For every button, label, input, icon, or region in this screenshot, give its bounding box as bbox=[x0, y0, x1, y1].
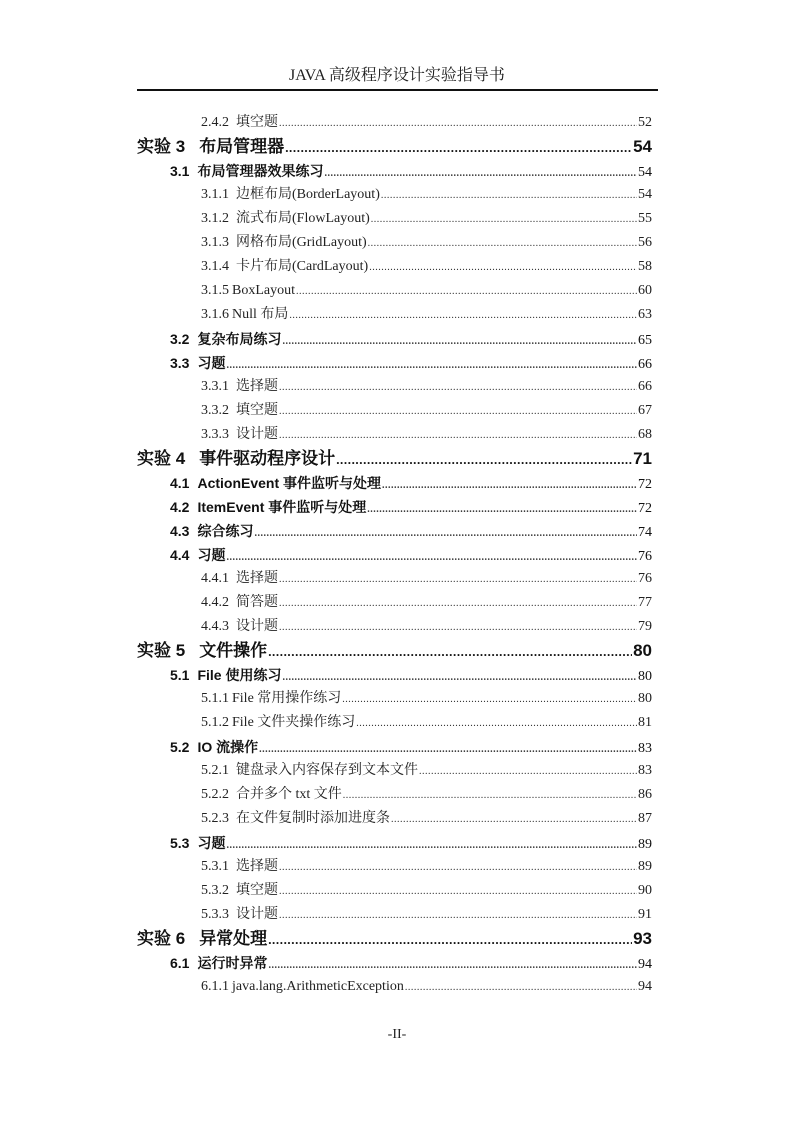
toc-entry-level-2[interactable] bbox=[137, 471, 652, 495]
page-number: -II- bbox=[387, 1027, 407, 1042]
toc-entry-number: 3.1.5 bbox=[201, 283, 229, 298]
dot-leader bbox=[405, 976, 637, 1000]
toc-entry-level-2[interactable] bbox=[137, 495, 652, 519]
toc-entry-title bbox=[201, 903, 278, 927]
toc-entry-number: 2.4.2 bbox=[201, 115, 229, 130]
toc-entry-title bbox=[170, 519, 253, 543]
toc-entry-title bbox=[170, 495, 366, 519]
toc-entry-title bbox=[201, 183, 380, 207]
toc-entry-title bbox=[201, 255, 368, 279]
toc-entry-text: 运行时异常 bbox=[197, 955, 268, 971]
toc-entry-page-number: 65 bbox=[638, 333, 652, 348]
table-of-contents bbox=[137, 111, 652, 999]
toc-entry-number: 3.1.1 bbox=[201, 187, 229, 202]
toc-entry-level-1[interactable] bbox=[137, 639, 652, 663]
toc-entry-level-3[interactable] bbox=[137, 183, 652, 207]
toc-entry-number: 3.3.1 bbox=[201, 379, 229, 394]
toc-entry-level-1[interactable] bbox=[137, 447, 652, 471]
toc-entry-text: java.lang.ArithmeticException bbox=[232, 979, 404, 994]
toc-entry-text: 文件操作 bbox=[199, 641, 268, 660]
dot-leader bbox=[356, 712, 637, 736]
toc-entry-level-3[interactable] bbox=[137, 399, 652, 423]
running-header: JAVA 高级程序设计实验指导书 bbox=[289, 67, 505, 84]
toc-entry-level-3[interactable] bbox=[137, 255, 652, 279]
toc-entry-page-number: 54 bbox=[638, 187, 652, 202]
toc-entry-text: 异常处理 bbox=[199, 929, 268, 948]
toc-entry-text: Null 布局 bbox=[232, 307, 289, 322]
dot-leader bbox=[382, 474, 637, 498]
toc-entry-page-number: 80 bbox=[638, 669, 652, 684]
toc-entry-page-number: 79 bbox=[638, 619, 652, 634]
toc-entry-text: 填空题 bbox=[236, 403, 278, 418]
toc-entry-number: 实验 6 bbox=[137, 929, 186, 948]
toc-entry-title bbox=[201, 855, 278, 879]
dot-leader bbox=[285, 136, 632, 160]
toc-entry-level-3[interactable] bbox=[137, 615, 652, 639]
toc-entry-text: 设计题 bbox=[236, 907, 278, 922]
toc-entry-page-number: 76 bbox=[638, 571, 652, 586]
toc-entry-text: 习题 bbox=[197, 547, 226, 563]
dot-leader bbox=[279, 880, 637, 904]
toc-entry-title bbox=[201, 423, 278, 447]
toc-entry-number: 4.4.3 bbox=[201, 619, 229, 634]
toc-entry-title bbox=[201, 399, 278, 423]
toc-entry-text: ItemEvent 事件监听与处理 bbox=[197, 499, 367, 515]
dot-leader bbox=[226, 834, 637, 858]
header-rule bbox=[137, 89, 658, 91]
toc-entry-page-number: 80 bbox=[638, 691, 652, 706]
dot-leader bbox=[279, 592, 637, 616]
toc-entry-title bbox=[170, 327, 281, 351]
toc-entry-level-3[interactable] bbox=[137, 711, 652, 735]
toc-entry-text: 合并多个 txt 文件 bbox=[236, 787, 342, 802]
toc-entry-level-3[interactable] bbox=[137, 879, 652, 903]
dot-leader bbox=[369, 256, 637, 280]
toc-entry-page-number: 66 bbox=[638, 379, 652, 394]
toc-entry-level-3[interactable] bbox=[137, 783, 652, 807]
toc-entry-number: 5.1 bbox=[170, 667, 190, 683]
toc-entry-number: 6.1 bbox=[170, 955, 190, 971]
toc-entry-text: 选择题 bbox=[236, 379, 278, 394]
dot-leader bbox=[289, 304, 637, 328]
toc-entry-level-3[interactable] bbox=[137, 111, 652, 135]
toc-entry-page-number: 56 bbox=[638, 235, 652, 250]
toc-entry-page-number: 76 bbox=[638, 549, 652, 564]
toc-entry-title bbox=[201, 975, 404, 999]
toc-entry-number: 实验 5 bbox=[137, 641, 186, 660]
toc-entry-text: 布局管理器效果练习 bbox=[197, 163, 324, 179]
toc-entry-text: 习题 bbox=[197, 835, 226, 851]
toc-entry-page-number: 91 bbox=[638, 907, 652, 922]
toc-entry-number: 3.1.2 bbox=[201, 211, 229, 226]
toc-entry-page-number: 54 bbox=[638, 165, 652, 180]
toc-entry-number: 4.4.2 bbox=[201, 595, 229, 610]
toc-entry-number: 3.2 bbox=[170, 331, 190, 347]
toc-entry-title bbox=[170, 831, 225, 855]
toc-entry-page-number: 72 bbox=[638, 477, 652, 492]
dot-leader bbox=[279, 376, 637, 400]
toc-entry-number: 5.2.2 bbox=[201, 787, 229, 802]
dot-leader bbox=[279, 616, 637, 640]
toc-entry-title bbox=[201, 759, 418, 783]
toc-entry-page-number: 68 bbox=[638, 427, 652, 442]
toc-entry-title bbox=[201, 111, 278, 135]
toc-entry-level-2[interactable] bbox=[137, 543, 652, 567]
toc-entry-title bbox=[201, 687, 341, 711]
toc-entry-text: 网格布局(GridLayout) bbox=[236, 235, 367, 250]
dot-leader bbox=[254, 522, 637, 546]
dot-leader bbox=[371, 208, 637, 232]
toc-entry-title bbox=[170, 663, 281, 687]
toc-entry-page-number: 89 bbox=[638, 837, 652, 852]
toc-entry-level-1[interactable] bbox=[137, 927, 652, 951]
toc-entry-page-number: 72 bbox=[638, 501, 652, 516]
dot-leader bbox=[367, 498, 637, 522]
toc-entry-title bbox=[137, 447, 335, 471]
dot-leader bbox=[336, 448, 632, 472]
toc-entry-text: 填空题 bbox=[236, 115, 278, 130]
toc-entry-page-number: 74 bbox=[638, 525, 652, 540]
dot-leader bbox=[279, 904, 637, 928]
toc-entry-number: 5.3.1 bbox=[201, 859, 229, 874]
dot-leader bbox=[343, 784, 637, 808]
toc-entry-level-2[interactable] bbox=[137, 327, 652, 351]
toc-entry-level-3[interactable] bbox=[137, 759, 652, 783]
toc-entry-page-number: 58 bbox=[638, 259, 652, 274]
toc-entry-number: 3.1 bbox=[170, 163, 190, 179]
toc-entry-number: 3.1.4 bbox=[201, 259, 229, 274]
toc-entry-page-number: 83 bbox=[638, 741, 652, 756]
toc-entry-text: 填空题 bbox=[236, 883, 278, 898]
toc-entry-page-number: 54 bbox=[633, 137, 652, 156]
toc-entry-level-3[interactable] bbox=[137, 687, 652, 711]
toc-entry-title bbox=[170, 471, 381, 495]
toc-entry-level-3[interactable] bbox=[137, 903, 652, 927]
toc-entry-title bbox=[201, 591, 278, 615]
toc-entry-text: File 使用练习 bbox=[197, 667, 282, 683]
toc-entry-text: BoxLayout bbox=[232, 283, 295, 298]
toc-entry-number: 5.3.2 bbox=[201, 883, 229, 898]
toc-entry-level-3[interactable] bbox=[137, 855, 652, 879]
dot-leader bbox=[381, 184, 637, 208]
toc-entry-text: 复杂布局练习 bbox=[197, 331, 282, 347]
toc-entry-page-number: 55 bbox=[638, 211, 652, 226]
toc-entry-text: 布局管理器 bbox=[199, 137, 285, 156]
toc-entry-text: 简答题 bbox=[236, 595, 278, 610]
toc-entry-title bbox=[201, 879, 278, 903]
toc-entry-text: 流式布局(FlowLayout) bbox=[236, 211, 370, 226]
toc-entry-page-number: 83 bbox=[638, 763, 652, 778]
dot-leader bbox=[419, 760, 637, 784]
toc-entry-level-3[interactable] bbox=[137, 279, 652, 303]
toc-entry-page-number: 94 bbox=[638, 957, 652, 972]
toc-entry-number: 5.1.2 bbox=[201, 715, 229, 730]
toc-entry-level-2[interactable] bbox=[137, 663, 652, 687]
dot-leader bbox=[279, 568, 637, 592]
toc-entry-title bbox=[201, 207, 370, 231]
toc-entry-page-number: 52 bbox=[638, 115, 652, 130]
toc-entry-title bbox=[201, 783, 342, 807]
toc-entry-level-3[interactable] bbox=[137, 591, 652, 615]
toc-entry-number: 3.1.6 bbox=[201, 307, 229, 322]
toc-entry-text: 事件驱动程序设计 bbox=[199, 449, 336, 468]
toc-entry-page-number: 90 bbox=[638, 883, 652, 898]
toc-entry-title bbox=[201, 303, 288, 327]
toc-entry-title bbox=[137, 135, 284, 159]
toc-entry-level-1[interactable] bbox=[137, 135, 652, 159]
toc-entry-number: 4.1 bbox=[170, 475, 190, 491]
toc-entry-level-3[interactable] bbox=[137, 567, 652, 591]
toc-entry-title bbox=[201, 231, 367, 255]
dot-leader bbox=[268, 640, 632, 664]
toc-entry-level-3[interactable] bbox=[137, 375, 652, 399]
toc-entry-level-2[interactable] bbox=[137, 519, 652, 543]
toc-entry-page-number: 89 bbox=[638, 859, 652, 874]
toc-entry-text: 键盘录入内容保存到文本文件 bbox=[236, 763, 418, 778]
toc-entry-page-number: 66 bbox=[638, 357, 652, 372]
toc-entry-number: 6.1.1 bbox=[201, 979, 229, 994]
dot-leader bbox=[391, 808, 637, 832]
toc-entry-text: 在文件复制时添加进度条 bbox=[236, 811, 390, 826]
toc-entry-title bbox=[170, 159, 323, 183]
toc-entry-title bbox=[201, 375, 278, 399]
toc-entry-number: 4.4 bbox=[170, 547, 190, 563]
toc-entry-text: 选择题 bbox=[236, 859, 278, 874]
toc-entry-page-number: 67 bbox=[638, 403, 652, 418]
dot-leader bbox=[279, 856, 637, 880]
toc-entry-text: 卡片布局(CardLayout) bbox=[236, 259, 369, 274]
toc-entry-text: 设计题 bbox=[236, 427, 278, 442]
toc-entry-title bbox=[201, 279, 295, 303]
toc-entry-title bbox=[201, 711, 355, 735]
toc-entry-title bbox=[201, 567, 278, 591]
toc-entry-title bbox=[170, 351, 225, 375]
toc-entry-level-2[interactable] bbox=[137, 951, 652, 975]
toc-entry-number: 4.4.1 bbox=[201, 571, 229, 586]
toc-entry-page-number: 94 bbox=[638, 979, 652, 994]
toc-entry-text: IO 流操作 bbox=[197, 739, 259, 755]
toc-entry-number: 5.2.1 bbox=[201, 763, 229, 778]
dot-leader bbox=[279, 112, 637, 136]
toc-entry-text: 设计题 bbox=[236, 619, 278, 634]
dot-leader bbox=[279, 400, 637, 424]
toc-entry-number: 5.3.3 bbox=[201, 907, 229, 922]
toc-entry-title bbox=[170, 543, 225, 567]
toc-entry-number: 4.2 bbox=[170, 499, 190, 515]
toc-entry-level-2[interactable] bbox=[137, 735, 652, 759]
toc-entry-text: ActionEvent 事件监听与处理 bbox=[197, 475, 382, 491]
toc-entry-page-number: 80 bbox=[633, 641, 652, 660]
dot-leader bbox=[368, 232, 637, 256]
toc-entry-title bbox=[137, 927, 267, 951]
toc-entry-level-2[interactable] bbox=[137, 831, 652, 855]
toc-entry-title bbox=[170, 951, 267, 975]
toc-entry-text: 习题 bbox=[197, 355, 226, 371]
toc-entry-number: 3.3.2 bbox=[201, 403, 229, 418]
toc-entry-page-number: 63 bbox=[638, 307, 652, 322]
toc-entry-page-number: 71 bbox=[633, 449, 652, 468]
toc-entry-page-number: 81 bbox=[638, 715, 652, 730]
dot-leader bbox=[226, 354, 637, 378]
toc-entry-level-2[interactable] bbox=[137, 159, 652, 183]
toc-entry-text: 边框布局(BorderLayout) bbox=[236, 187, 380, 202]
dot-leader bbox=[296, 280, 637, 304]
toc-entry-level-3[interactable] bbox=[137, 207, 652, 231]
dot-leader bbox=[268, 928, 632, 952]
toc-entry-text: 综合练习 bbox=[197, 523, 254, 539]
toc-entry-number: 4.3 bbox=[170, 523, 190, 539]
toc-entry-text: File 文件夹操作练习 bbox=[232, 715, 356, 730]
toc-entry-number: 5.3 bbox=[170, 835, 190, 851]
toc-entry-level-3[interactable] bbox=[137, 231, 652, 255]
toc-entry-page-number: 60 bbox=[638, 283, 652, 298]
dot-leader bbox=[342, 688, 637, 712]
toc-entry-number: 实验 3 bbox=[137, 137, 186, 156]
dot-leader bbox=[226, 546, 637, 570]
toc-entry-text: 选择题 bbox=[236, 571, 278, 586]
toc-entry-text: File 常用操作练习 bbox=[232, 691, 342, 706]
toc-entry-page-number: 93 bbox=[633, 929, 652, 948]
toc-entry-level-2[interactable] bbox=[137, 351, 652, 375]
toc-entry-number: 5.1.1 bbox=[201, 691, 229, 706]
toc-entry-level-3[interactable] bbox=[137, 303, 652, 327]
toc-entry-title bbox=[201, 615, 278, 639]
toc-entry-number: 3.3 bbox=[170, 355, 190, 371]
toc-entry-number: 5.2.3 bbox=[201, 811, 229, 826]
toc-entry-title bbox=[201, 807, 390, 831]
toc-entry-level-3[interactable] bbox=[137, 423, 652, 447]
toc-entry-page-number: 86 bbox=[638, 787, 652, 802]
toc-entry-number: 3.3.3 bbox=[201, 427, 229, 442]
toc-entry-level-3[interactable] bbox=[137, 807, 652, 831]
toc-entry-number: 3.1.3 bbox=[201, 235, 229, 250]
toc-entry-title bbox=[137, 639, 267, 663]
toc-entry-page-number: 87 bbox=[638, 811, 652, 826]
toc-entry-level-3[interactable] bbox=[137, 975, 652, 999]
toc-entry-number: 5.2 bbox=[170, 739, 190, 755]
toc-entry-number: 实验 4 bbox=[137, 449, 186, 468]
dot-leader bbox=[282, 330, 637, 354]
toc-entry-page-number: 77 bbox=[638, 595, 652, 610]
toc-entry-title bbox=[170, 735, 258, 759]
dot-leader bbox=[279, 424, 637, 448]
